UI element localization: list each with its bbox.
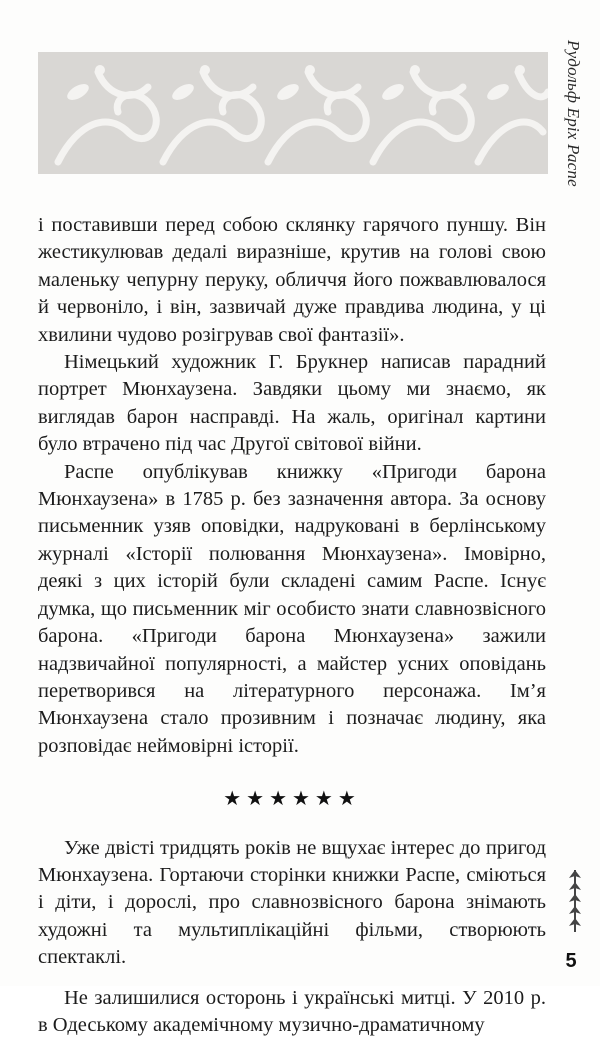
margin-ornament — [565, 868, 585, 938]
paragraph: Уже двісті тридцять років не вщухає інтерес до пригод Мюнхаузена. Гортаючи сторінки книжки Распе, сміються і діти, і дорослі, про славнозвісного барона знімають художні та мультиплікаційні фільми, створюють спектаклі. — [38, 836, 546, 969]
paragraph: Распе опублікував книжку «Пригоди барона Мюнхаузена» в 1785 р. без зазначення автора. За основу письменник узяв оповідки, надруковані в берлінському журналі «Історії полювання Мюнхаузена». Імовірно, деякі з цих історій були складені самим Распе. Існує думка, що письменник міг особисто знати славнозвісного барона. «Пригоди барона Мюнхаузена» зажили надзвичайної популярності, а майстер усних оповідань перетворився на літературного персонажа. Ім’я Мюнхаузена стало прозивним і позначає людину, яка розповідає неймовірні історії. — [38, 460, 546, 757]
floral-ornament-icon — [38, 52, 548, 174]
running-header-text: Рудольф Еріх Распе — [564, 40, 583, 187]
paragraph: Німецький художник Г. Брукнер написав парадний портрет Мюнхаузена. Завдяки цьому ми знаємо, як виглядав барон насправді. На жаль, оригінал картини було втрачено під час Другої світової війни. — [38, 351, 546, 456]
decorative-ornament-band — [38, 52, 548, 174]
section-separator: ★★★★★★ — [223, 788, 361, 811]
leaf-ornament-icon — [565, 868, 585, 938]
paragraph: Не залишилися осторонь і українські митці. У 2010 р. в Одеському академічному музично-драматичному — [38, 986, 546, 1036]
body-text — [38, 212, 546, 1039]
page-number: 5 — [565, 950, 577, 972]
running-header — [560, 40, 586, 320]
paragraph: і поставивши перед собою склянку гарячого пуншу. Він жестикулював дедалі виразніше, крутив на голові свою маленьку чепурну перуку, обличчя його пожвавлювалося й червоніло, і він, зазвичай дуже правдива людина, у ці хвилини чудово розігрував свої фантазії». — [38, 214, 546, 346]
